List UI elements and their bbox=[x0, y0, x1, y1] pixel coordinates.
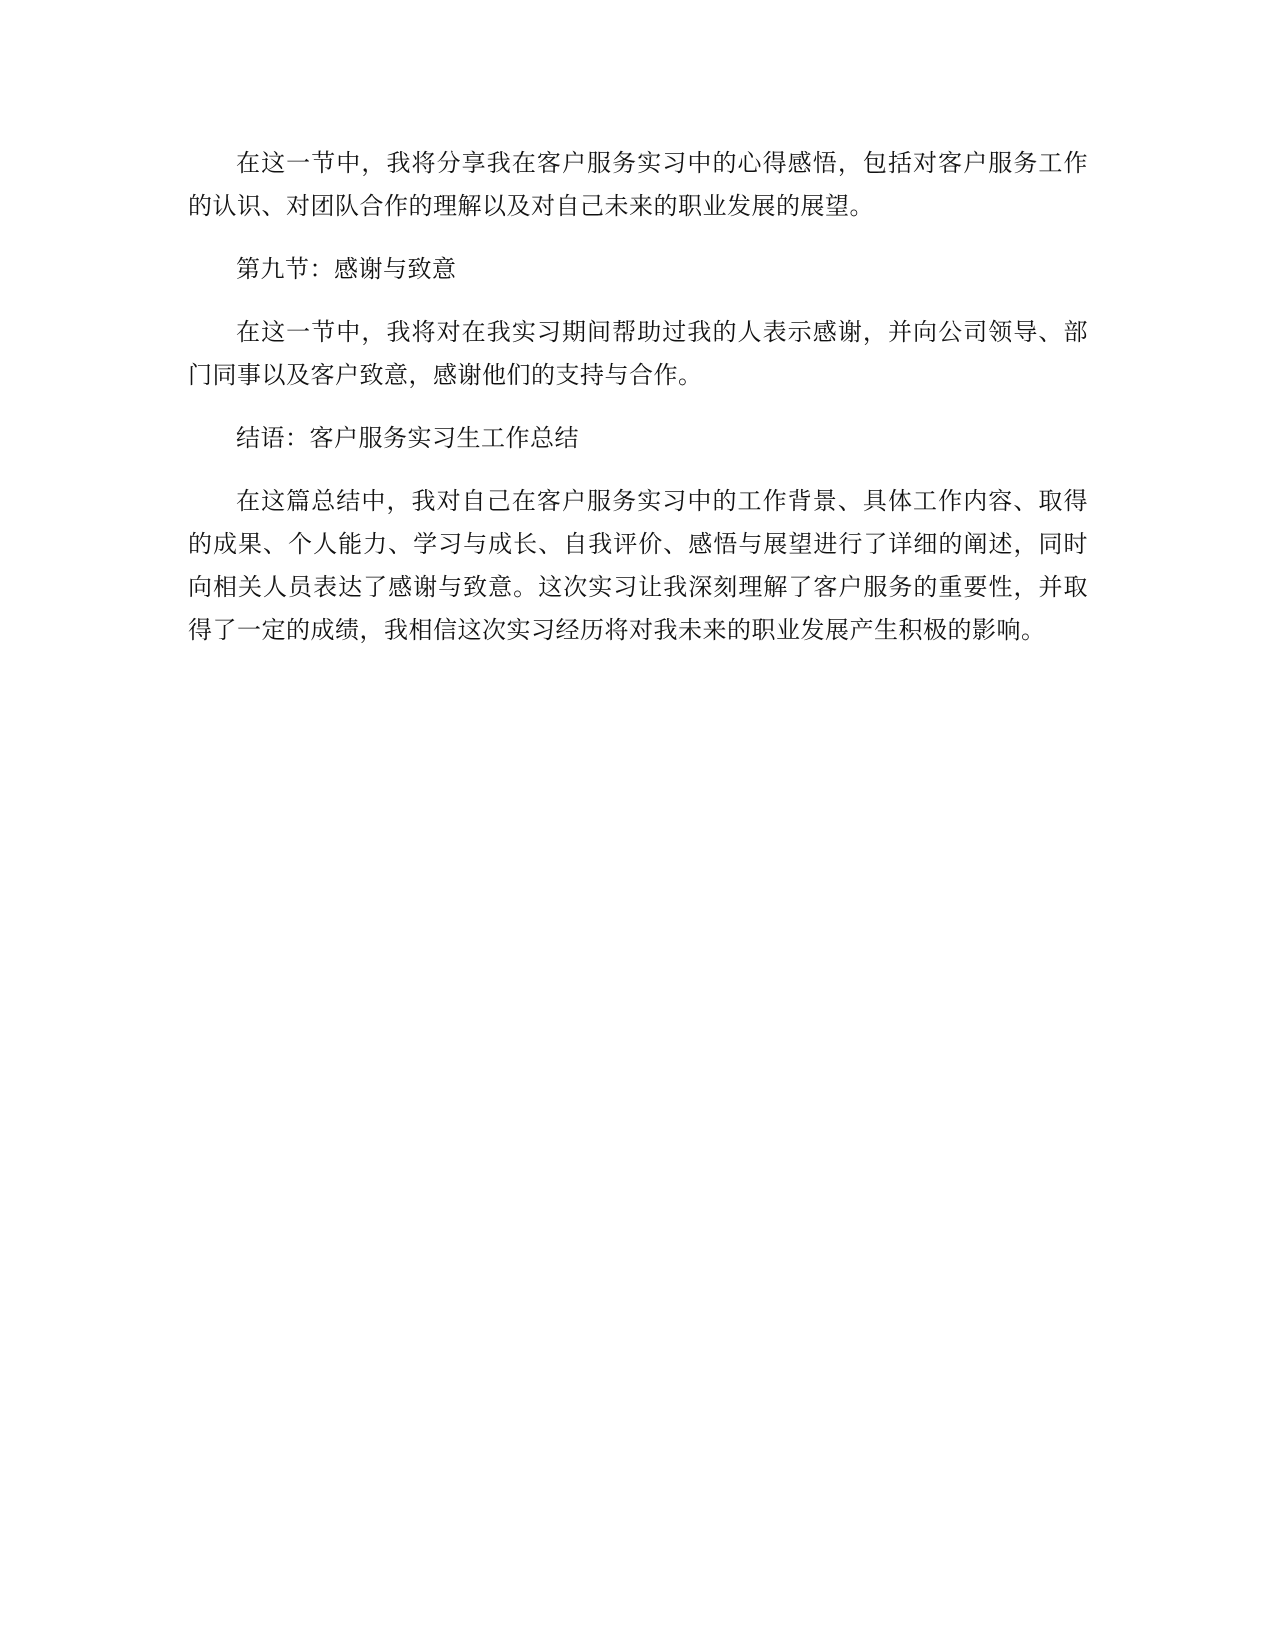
paragraph-reflection: 在这一节中，我将分享我在客户服务实习中的心得感悟，包括对客户服务工作的认识、对团队合作的理解以及对自己未来的职业发展的展望。 bbox=[188, 149, 1088, 220]
paragraph-thanks: 在这一节中，我将对在我实习期间帮助过我的人表示感谢，并向公司领导、部门同事以及客户致意，感谢他们的支持与合作。 bbox=[188, 318, 1088, 389]
section-heading-thanks: 第九节：感谢与致意 bbox=[236, 255, 457, 283]
paragraph-conclusion: 在这篇总结中，我对自己在客户服务实习中的工作背景、具体工作内容、取得的成果、个人能力、学习与成长、自我评价、感悟与展望进行了详细的阐述，同时向相关人员表达了感谢与致意。这次实习让我深刻理解了客户服务的重要性，并取得了一定的成绩，我相信这次实习经历将对我未来的职业发展产生积极的影响。 bbox=[188, 487, 1088, 644]
section-heading-conclusion: 结语：客户服务实习生工作总结 bbox=[236, 424, 579, 452]
document-body bbox=[188, 142, 1088, 652]
